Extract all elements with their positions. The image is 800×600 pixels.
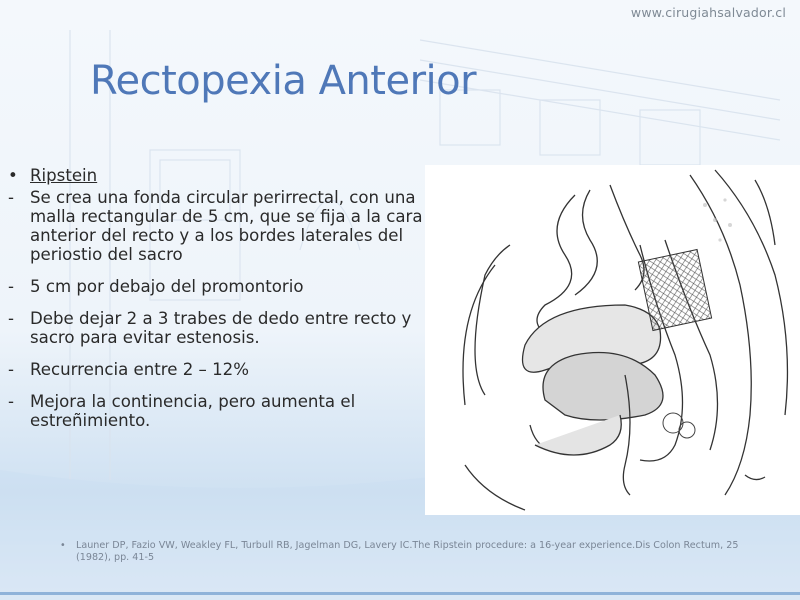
dash-item-4 (8, 360, 428, 379)
bullet-marker: • (8, 166, 18, 185)
dash-item-text: 5 cm por debajo del promontorio (30, 277, 304, 296)
dash-item-text: Recurrencia entre 2 – 12% (30, 360, 249, 379)
dash-marker: - (8, 309, 14, 328)
reference-bullet: • (60, 540, 66, 551)
dash-item-2 (8, 277, 428, 296)
bullet-item-ripstein (8, 166, 428, 185)
dash-item-1 (8, 188, 428, 264)
dash-item-3 (8, 309, 428, 347)
ripstein-anatomy-illustration (425, 165, 800, 515)
website-url[interactable]: www.cirugiahsalvador.cl (630, 5, 786, 20)
reference-citation (60, 540, 775, 564)
slide-content (8, 166, 428, 430)
dash-marker: - (8, 188, 14, 207)
dash-marker: - (8, 392, 14, 411)
dash-item-text: Debe dejar 2 a 3 trabes de dedo entre recto y sacro para evitar estenosis. (30, 309, 412, 347)
dash-item-text: Se crea una fonda circular perirrectal, con una malla rectangular de 5 cm, que se fija a la cara anterior del recto y a los bordes laterales del periostio del sacro (30, 188, 423, 264)
slide-title: Rectopexia Anterior (90, 58, 477, 104)
dash-marker: - (8, 360, 14, 379)
bullet-text: Ripstein (30, 166, 98, 185)
dash-item-5 (8, 392, 428, 430)
reference-text: Launer DP, Fazio VW, Weakley FL, Turbull RB, Jagelman DG, Lavery IC.The Ripstein procedure: a 16-year experience.Dis Colon Rectum, 25 (1982), pp. 41-5 (76, 540, 739, 563)
footer-accent-line (0, 592, 800, 595)
dash-marker: - (8, 277, 14, 296)
dash-item-text: Mejora la continencia, pero aumenta el estreñimiento. (30, 392, 356, 430)
